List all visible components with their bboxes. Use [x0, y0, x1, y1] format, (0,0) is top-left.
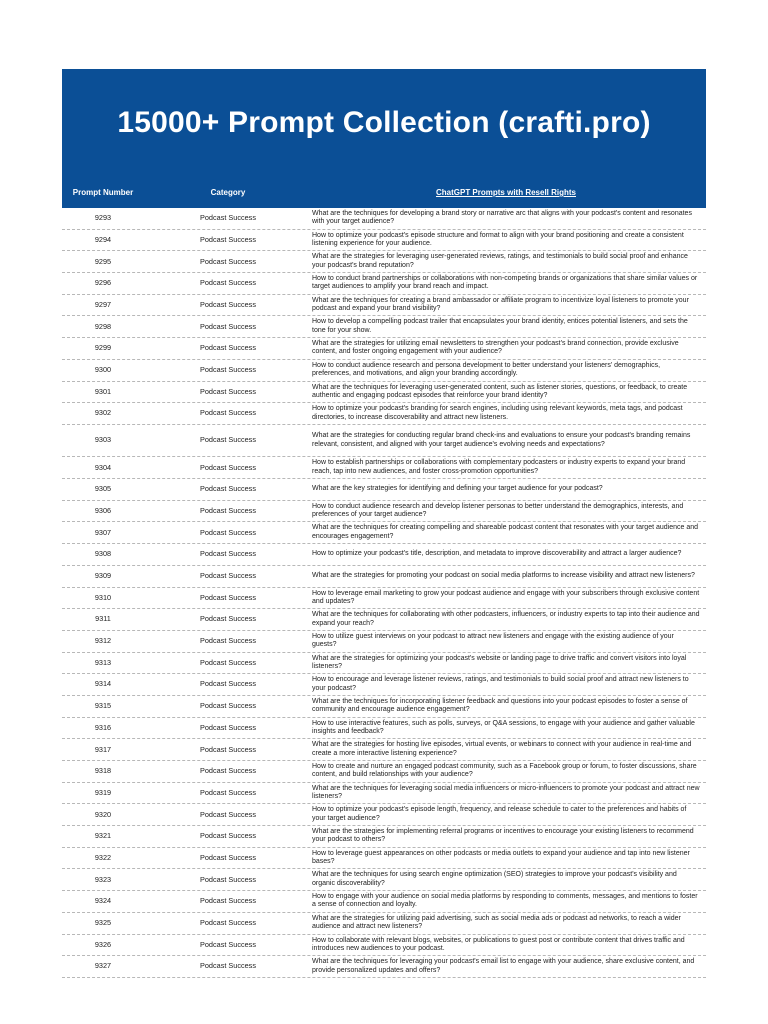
category-cell: Podcast Success — [200, 592, 256, 602]
prompt-number-cell: 9316 — [94, 722, 112, 732]
prompt-text-cell: How to conduct brand partnerships or collaborations with non-competing brands or organizations that share similar values or target audiences to amplify your brand reach and impact. — [312, 275, 698, 291]
prompt-number-cell: 9310 — [94, 592, 112, 602]
category-cell: Podcast Success — [200, 462, 256, 472]
category-cell: Podcast Success — [200, 961, 256, 971]
category-cell: Podcast Success — [200, 408, 256, 418]
prompt-number-cell: 9307 — [94, 527, 112, 537]
table-row — [62, 360, 706, 382]
prompt-number-cell: 9306 — [94, 505, 112, 515]
prompt-text-cell: What are the techniques for using search engine optimization (SEO) strategies to improve your podcast's visibility and organic discoverability? — [312, 871, 677, 887]
table-row — [62, 544, 706, 566]
prompt-text-cell: How to optimize your podcast's branding for search engines, including using relevant keywords, meta tags, and podcast directories, to increase discoverability and attract new listeners. — [312, 405, 683, 421]
table-row — [62, 479, 706, 501]
category-cell: Podcast Success — [200, 614, 256, 624]
table-row — [62, 891, 706, 913]
header-prompts-link[interactable]: ChatGPT Prompts with Resell Rights — [435, 188, 576, 197]
category-cell: Podcast Success — [200, 571, 256, 580]
prompt-text-cell: How to optimize your podcast's episode length, frequency, and release schedule to cater to the preferences and habits of your target audience? — [312, 806, 687, 822]
category-cell: Podcast Success — [200, 484, 256, 494]
prompt-number-cell: 9309 — [94, 571, 112, 580]
prompt-text-cell: What are the techniques for leveraging user-generated content, such as listener stories, questions, or feedback, to create authentic and engaging podcast episodes that reinforce your brand identity? — [312, 383, 688, 399]
table-row — [62, 316, 706, 338]
table-row — [62, 804, 706, 826]
table-row — [62, 382, 706, 404]
category-cell: Podcast Success — [200, 527, 256, 537]
table-row — [62, 674, 706, 696]
prompt-number-cell: 9325 — [94, 918, 112, 927]
prompt-text-cell: What are the strategies for optimizing your podcast's website or landing page to drive traffic and convert visitors into loyal listeners? — [312, 654, 687, 670]
table-row — [62, 718, 706, 740]
title-banner — [62, 69, 706, 177]
table-row — [62, 295, 706, 317]
prompt-text-cell: How to conduct audience research and persona development to better understand your listeners' demographics, preferences, and motivations, and align your branding accordingly. — [312, 361, 661, 378]
prompt-number-cell: 9295 — [94, 256, 112, 266]
table-row — [62, 631, 706, 653]
category-cell: Podcast Success — [200, 787, 256, 797]
table-row — [62, 338, 706, 360]
category-cell: Podcast Success — [200, 831, 256, 841]
category-cell: Podcast Success — [200, 679, 256, 689]
prompt-number-cell: 9300 — [94, 365, 112, 374]
prompt-number-cell: 9303 — [94, 435, 112, 445]
table-row — [62, 230, 706, 252]
prompt-text-cell: How to encourage and leverage listener reviews, ratings, and testimonials to build social proof and attract new listeners to your podcast? — [312, 676, 689, 692]
prompt-number-cell: 9308 — [94, 549, 112, 559]
prompt-number-cell: 9313 — [94, 657, 112, 667]
table-row — [62, 848, 706, 870]
prompt-text-cell: What are the key strategies for identifying and defining your target audience for your podcast? — [312, 485, 603, 493]
table-row — [62, 208, 706, 230]
category-cell: Podcast Success — [200, 505, 256, 515]
prompt-number-cell: 9301 — [94, 386, 112, 396]
category-cell: Podcast Success — [200, 874, 256, 884]
table-row — [62, 869, 706, 891]
prompt-number-cell: 9296 — [94, 278, 112, 288]
prompt-text-cell: How to optimize your podcast's episode structure and format to align with your brand positioning and create a consistent listening experience for your audience. — [312, 231, 684, 248]
table-row — [62, 588, 706, 610]
table-body — [62, 208, 706, 978]
prompt-text-cell: What are the strategies for utilizing paid advertising, such as social media ads or podcast ad networks, to reach a wider audience and attract new listeners? — [312, 914, 681, 931]
category-cell: Podcast Success — [200, 234, 256, 244]
prompt-text-cell: How to conduct audience research and develop listener personas to better understand the demographics, interests, and preferences of your target audience? — [312, 502, 684, 519]
table-row — [62, 783, 706, 805]
prompt-text-cell: What are the techniques for collaborating with other podcasters, influencers, or industry experts to tap into their audience and expand your reach? — [312, 611, 700, 627]
prompt-text-cell: What are the strategies for leveraging user-generated reviews, ratings, and testimonials to build social proof and enhance your podcast's brand reputation? — [312, 253, 688, 269]
prompt-text-cell: What are the techniques for creating compelling and shareable podcast content that resonates with your target audience and encourages engagement? — [312, 524, 699, 540]
prompt-number-cell: 9315 — [94, 701, 112, 711]
prompt-text-cell: What are the techniques for developing a brand story or narrative arc that aligns with your podcast's content and resonates with your target audience? — [312, 210, 692, 226]
category-cell: Podcast Success — [200, 435, 256, 445]
table-row — [62, 501, 706, 523]
prompt-text-cell: How to use interactive features, such as polls, surveys, or Q&A sessions, to engage with your audience and gather valuable insights and feedback? — [312, 719, 695, 735]
prompt-text-cell: What are the strategies for hosting live episodes, virtual events, or webinars to connect with your audience in real-time and create a more interactive listening experience? — [312, 741, 692, 757]
prompt-text-cell: What are the strategies for implementing referral programs or incentives to encourage your existing listeners to recommend your podcast to others? — [312, 828, 694, 844]
table-row — [62, 566, 706, 588]
category-cell: Podcast Success — [200, 549, 256, 559]
category-cell: Podcast Success — [200, 852, 256, 862]
table-row — [62, 935, 706, 957]
table-row — [62, 425, 706, 458]
document-sheet — [62, 69, 706, 978]
table-row — [62, 696, 706, 718]
category-cell: Podcast Success — [200, 766, 256, 776]
prompt-number-cell: 9297 — [94, 299, 112, 309]
prompt-number-cell: 9317 — [94, 744, 112, 754]
table-row — [62, 956, 706, 978]
table-row — [62, 739, 706, 761]
prompt-number-cell: 9312 — [94, 636, 112, 646]
prompt-number-cell: 9323 — [94, 874, 112, 884]
category-cell: Podcast Success — [200, 701, 256, 711]
prompt-text-cell: How to establish partnerships or collaborations with complementary podcasters or industry experts to expand your brand reach, tap into new audiences, and foster cross-promotion opportunities? — [312, 459, 686, 475]
prompt-text-cell: What are the strategies for utilizing email newsletters to strengthen your podcast's brand connection, provide exclusive content, and foster ongoing engagement with your audience? — [312, 340, 679, 356]
table-row — [62, 826, 706, 848]
prompt-number-cell: 9304 — [94, 462, 112, 472]
prompt-text-cell: How to optimize your podcast's title, description, and metadata to improve discoverability and attract a larger audience? — [312, 550, 682, 558]
table-row — [62, 913, 706, 935]
prompt-text-cell: What are the strategies for promoting your podcast on social media platforms to increase visibility and attract new listeners? — [312, 572, 695, 579]
prompt-number-cell: 9314 — [94, 679, 112, 689]
header-category: Category — [210, 188, 246, 197]
prompt-text-cell: What are the techniques for incorporating listener feedback and questions into your podcast episodes to foster a sense of community and encourage audience engagement? — [312, 697, 688, 714]
table-row — [62, 251, 706, 273]
header-prompt-number: Prompt Number — [72, 188, 134, 197]
prompt-text-cell: How to leverage email marketing to grow your podcast audience and engage with your subscribers through exclusive content and updates? — [312, 589, 700, 605]
category-cell: Podcast Success — [200, 918, 256, 927]
prompt-number-cell: 9305 — [94, 484, 112, 494]
table-row — [62, 522, 706, 544]
category-cell: Podcast Success — [200, 939, 256, 949]
prompt-number-cell: 9327 — [94, 961, 112, 971]
category-cell: Podcast Success — [200, 256, 256, 266]
prompt-text-cell: How to engage with your audience on social media platforms by responding to comments, messages, and mentions to foster a sense of connection and loyalty. — [312, 893, 698, 909]
prompt-number-cell: 9294 — [94, 234, 112, 244]
category-cell: Podcast Success — [200, 744, 256, 754]
category-cell: Podcast Success — [200, 299, 256, 309]
category-cell: Podcast Success — [200, 365, 256, 374]
prompt-text-cell: What are the techniques for leveraging your podcast's email list to engage with your audience, share exclusive content, and provide personalized updates and offers? — [312, 958, 695, 974]
prompt-number-cell: 9318 — [94, 766, 112, 776]
prompt-text-cell: How to utilize guest interviews on your podcast to attract new listeners and engage with the existing audience of your guests? — [312, 632, 674, 649]
prompt-number-cell: 9326 — [94, 939, 112, 949]
prompt-text-cell: How to leverage guest appearances on other podcasts or media outlets to expand your audience and tap into new listener bases? — [312, 849, 690, 866]
prompt-number-cell: 9322 — [94, 852, 112, 862]
category-cell: Podcast Success — [200, 213, 256, 223]
category-cell: Podcast Success — [200, 636, 256, 646]
prompt-number-cell: 9302 — [94, 408, 112, 418]
table-row — [62, 761, 706, 783]
prompt-text-cell: How to develop a compelling podcast trailer that encapsulates your brand identity, entices potential listeners, and sets the tone for your show. — [312, 318, 688, 334]
category-cell: Podcast Success — [200, 809, 256, 819]
prompt-number-cell: 9321 — [94, 831, 112, 841]
prompt-text-cell: What are the techniques for creating a brand ambassador or affiliate program to incentivize loyal listeners to promote your podcast and expand your brand visibility? — [312, 296, 689, 313]
prompt-number-cell: 9299 — [94, 343, 112, 353]
table-header — [62, 177, 706, 208]
prompt-text-cell: What are the strategies for conducting regular brand check-ins and evaluations to ensure your podcast's branding remains relevant, consistent, and aligned with your target audience's evolving needs and expectations? — [312, 432, 691, 448]
category-cell: Podcast Success — [200, 722, 256, 732]
category-cell: Podcast Success — [200, 321, 256, 331]
table-row — [62, 457, 706, 479]
table-row — [62, 403, 706, 425]
category-cell: Podcast Success — [200, 657, 256, 667]
category-cell: Podcast Success — [200, 343, 256, 353]
category-cell: Podcast Success — [200, 896, 256, 906]
prompt-number-cell: 9320 — [94, 809, 112, 819]
prompt-number-cell: 9311 — [95, 614, 111, 624]
table-row — [62, 609, 706, 631]
category-cell: Podcast Success — [200, 278, 256, 288]
prompt-number-cell: 9293 — [94, 213, 112, 223]
table-row — [62, 653, 706, 675]
prompt-text-cell: How to collaborate with relevant blogs, websites, or publications to guest post or contribute content that drives traffic and introduces new audiences to your podcast. — [312, 936, 685, 952]
category-cell: Podcast Success — [200, 386, 256, 396]
prompt-text-cell: How to create and nurture an engaged podcast community, such as a Facebook group or forum, to foster discussions, share content, and build relationships with your audience? — [312, 763, 697, 779]
prompt-number-cell: 9319 — [94, 787, 112, 797]
table-row — [62, 273, 706, 295]
page-title: 15000+ Prompt Collection (crafti.pro) — [117, 106, 651, 139]
prompt-number-cell: 9298 — [94, 321, 112, 331]
prompt-number-cell: 9324 — [94, 896, 112, 906]
prompt-text-cell: What are the techniques for leveraging social media influencers or micro-influencers to promote your podcast and attract new listeners? — [312, 784, 700, 801]
